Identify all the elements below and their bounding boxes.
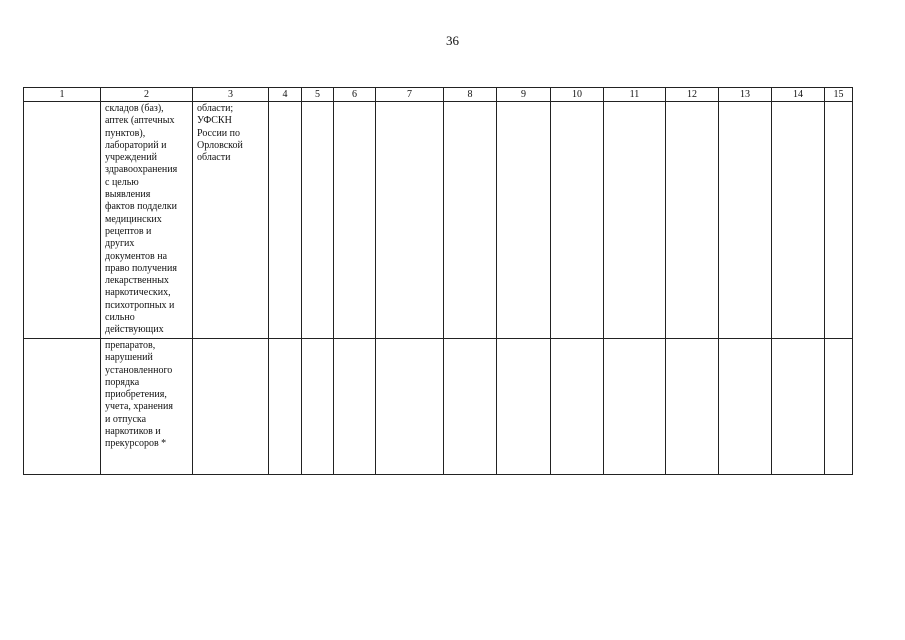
cell-text bbox=[825, 339, 852, 340]
table-cell bbox=[24, 102, 101, 339]
table-cell bbox=[302, 339, 334, 475]
cell-text bbox=[666, 339, 718, 340]
table-cell bbox=[376, 102, 444, 339]
table-cell bbox=[101, 339, 193, 475]
table-cell bbox=[551, 102, 604, 339]
table-cell bbox=[334, 102, 376, 339]
cell-text bbox=[444, 102, 496, 103]
table-cell bbox=[772, 339, 825, 475]
table-row bbox=[24, 102, 853, 339]
table-cell bbox=[825, 102, 853, 339]
column-header: 14 bbox=[772, 88, 825, 102]
cell-text bbox=[551, 102, 603, 103]
column-header: 11 bbox=[604, 88, 666, 102]
cell-text bbox=[551, 339, 603, 340]
cell-text bbox=[302, 102, 333, 103]
table-cell bbox=[497, 339, 551, 475]
table-cell bbox=[269, 339, 302, 475]
column-header: 2 bbox=[101, 88, 193, 102]
table-header-row bbox=[24, 88, 853, 102]
column-header: 15 bbox=[825, 88, 853, 102]
table-cell bbox=[193, 339, 269, 475]
column-header: 4 bbox=[269, 88, 302, 102]
table-cell bbox=[302, 102, 334, 339]
cell-text bbox=[302, 339, 333, 340]
column-header: 6 bbox=[334, 88, 376, 102]
column-header: 5 bbox=[302, 88, 334, 102]
table-cell bbox=[604, 102, 666, 339]
table-cell bbox=[444, 102, 497, 339]
cell-text bbox=[193, 339, 268, 340]
cell-text bbox=[376, 102, 443, 103]
column-header: 10 bbox=[551, 88, 604, 102]
document-table bbox=[23, 87, 853, 475]
cell-text bbox=[269, 339, 301, 340]
table-cell bbox=[24, 339, 101, 475]
cell-text bbox=[376, 339, 443, 340]
cell-text bbox=[497, 102, 550, 103]
cell-text bbox=[825, 102, 852, 103]
cell-text bbox=[604, 339, 665, 340]
table-cell bbox=[772, 102, 825, 339]
cell-text: складов (баз), аптек (аптечных пунктов), лабораторий и учреждений здравоохранения с целью выявления фактов подделки медицинских рецептов и других документов на право получения лекарственных наркотических, психотропных и сильно действующих bbox=[105, 103, 178, 336]
page-number: 36 bbox=[446, 33, 459, 48]
cell-text bbox=[772, 102, 824, 103]
cell-text bbox=[666, 102, 718, 103]
cell-text bbox=[719, 339, 771, 340]
table-cell bbox=[193, 102, 269, 339]
column-header: 8 bbox=[444, 88, 497, 102]
cell-text bbox=[334, 102, 375, 103]
table-cell bbox=[269, 102, 302, 339]
column-header: 13 bbox=[719, 88, 772, 102]
cell-text bbox=[269, 102, 301, 103]
cell-text bbox=[497, 339, 550, 340]
column-header: 9 bbox=[497, 88, 551, 102]
table-cell bbox=[101, 102, 193, 339]
cell-text: препаратов, нарушений установленного порядка приобретения, учета, хранения и отпуска наркотиков и прекурсоров * bbox=[105, 340, 173, 450]
cell-text bbox=[444, 339, 496, 340]
table-cell bbox=[666, 102, 719, 339]
table-cell bbox=[444, 339, 497, 475]
cell-text bbox=[24, 339, 100, 340]
table-cell bbox=[376, 339, 444, 475]
table-cell bbox=[497, 102, 551, 339]
cell-text bbox=[604, 102, 665, 103]
cell-text: области; УФСКН России по Орловской области bbox=[197, 103, 243, 164]
table-cell bbox=[825, 339, 853, 475]
table-cell bbox=[604, 339, 666, 475]
column-header: 3 bbox=[193, 88, 269, 102]
table-cell bbox=[551, 339, 604, 475]
table-cell bbox=[719, 102, 772, 339]
column-header: 12 bbox=[666, 88, 719, 102]
cell-text bbox=[719, 102, 771, 103]
cell-text bbox=[772, 339, 824, 340]
table-cell bbox=[719, 339, 772, 475]
table-row bbox=[24, 339, 853, 475]
column-header: 1 bbox=[24, 88, 101, 102]
cell-text bbox=[334, 339, 375, 340]
table-cell bbox=[666, 339, 719, 475]
column-header: 7 bbox=[376, 88, 444, 102]
table-cell bbox=[334, 339, 376, 475]
cell-text bbox=[24, 102, 100, 103]
